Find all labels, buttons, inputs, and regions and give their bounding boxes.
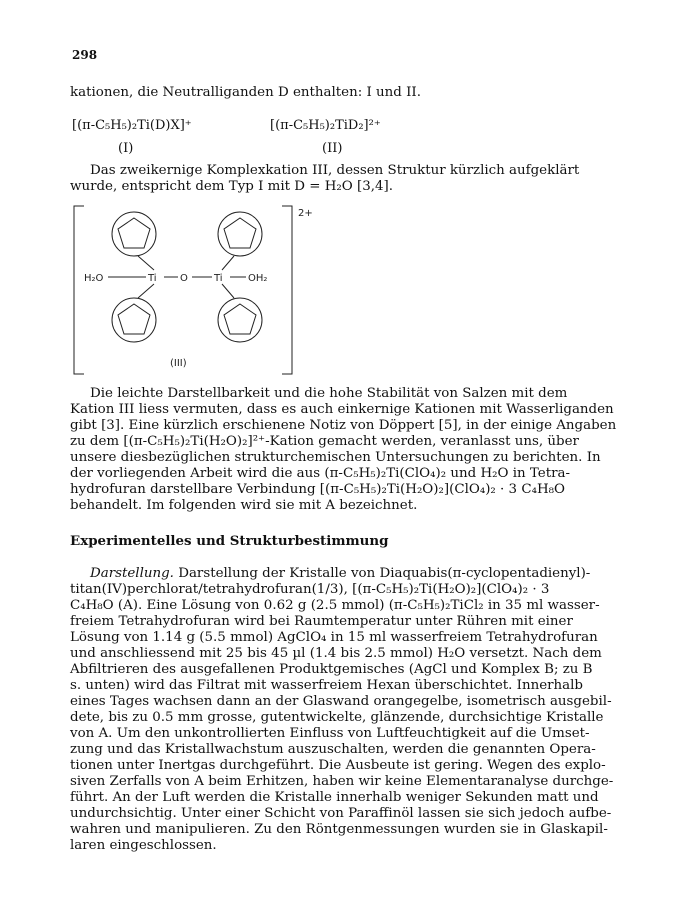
intro-line: kationen, die Neutralliganden D enthalten: I und II.: [70, 85, 421, 100]
diagram-ti-left: Ti: [148, 273, 157, 284]
formula-ii-label: (II): [322, 141, 343, 156]
para3-first-line: [90, 566, 590, 581]
para3-line: dete, bis zu 0.5 mm grosse, gutentwickelte, glänzende, durchsichtige Kristalle: [70, 710, 604, 725]
right-bracket: [282, 206, 292, 374]
diagram-oh2: OH₂: [248, 273, 268, 284]
para2-line: behandelt. Im folgenden wird sie mit A bezeichnet.: [70, 498, 418, 513]
diagram-h2o: H₂O: [84, 273, 104, 284]
para3-line: C₄H₈O (A). Eine Lösung von 0.62 g (2.5 mmol) (π-C₅H₅)₂TiCl₂ in 35 ml wasser-: [70, 598, 600, 613]
para3-line: wahren und manipulieren. Zu den Röntgenmessungen wurden sie in Glaskapil-: [70, 822, 608, 837]
para1-line: wurde, entspricht dem Typ I mit D = H₂O [3,4].: [70, 179, 394, 194]
para3-line: s. unten) wird das Filtrat mit wasserfreiem Hexan überschichtet. Innerhalb: [70, 678, 584, 693]
para3-line: von A. Um den unkontrollierten Einfluss von Luftfeuchtigkeit auf die Umset-: [70, 726, 590, 741]
para3-line: zung und das Kristallwachstum auszuschalten, werden die genannten Opera-: [70, 742, 596, 757]
para3-line: tionen unter Inertgas durchgeführt. Die Ausbeute ist gering. Wegen des explo-: [70, 758, 606, 773]
structure-diagram-svg: [70, 198, 350, 380]
para3-line: Abfiltrieren des ausgefallenen Produktgemisches (AgCl und Komplex B; zu B: [70, 662, 593, 677]
formula-i: [(π-C₅H₅)₂Ti(D)X]⁺: [72, 118, 192, 133]
para1-line: Das zweikernige Komplexkation III, dessen Struktur kürzlich aufgeklärt: [90, 163, 580, 178]
para2-line: Kation III liess vermuten, dass es auch einkernige Kationen mit Wasserliganden: [70, 402, 614, 417]
cp-ring-top-right-icon: [218, 212, 262, 256]
page-number: 298: [72, 48, 98, 62]
diagram-charge: 2+: [298, 208, 313, 219]
diagram-ti-right: Ti: [214, 273, 223, 284]
para3-line: Lösung von 1.14 g (5.5 mmol) AgClO₄ in 15 ml wasserfreiem Tetrahydrofuran: [70, 630, 598, 645]
para3-line: titan(IV)perchlorat/tetrahydrofuran(1/3), [(π-C₅H₅)₂Ti(H₂O)₂](ClO₄)₂ · 3: [70, 582, 550, 597]
para3-first-rest: Darstellung der Kristalle von Diaquabis(π-cyclopentadienyl)-: [173, 566, 591, 581]
para2-line: der vorliegenden Arbeit wird die aus (π-C₅H₅)₂Ti(ClO₄)₂ und H₂O in Tetra-: [70, 466, 570, 481]
para3-line: freiem Tetrahydrofuran wird bei Raumtemperatur unter Rühren mit einer: [70, 614, 573, 629]
cp-ring-bottom-left-icon: [112, 298, 156, 342]
para3-line: eines Tages wachsen dann an der Glaswand orangegelbe, isometrisch ausgebil-: [70, 694, 612, 709]
para3-lead: Darstellung.: [90, 566, 174, 581]
diagram-label: (III): [170, 358, 187, 369]
section-heading: Experimentelles und Strukturbestimmung: [70, 533, 389, 549]
left-bracket: [74, 206, 84, 374]
formula-i-label: (I): [118, 141, 134, 156]
para2-line: hydrofuran darstellbare Verbindung [(π-C₅H₅)₂Ti(H₂O)₂](ClO₄)₂ · 3 C₄H₈O: [70, 482, 565, 497]
para3-line: und anschliessend mit 25 bis 45 µl (1.4 bis 2.5 mmol) H₂O versetzt. Nach dem: [70, 646, 602, 661]
formula-ii: [(π-C₅H₅)₂TiD₂]²⁺: [270, 118, 381, 133]
para3-line: laren eingeschlossen.: [70, 838, 217, 853]
diagram-bridge-o: O: [180, 273, 188, 284]
para3-line: undurchsichtig. Unter einer Schicht von Paraffinöl lassen sie sich jedoch aufbe-: [70, 806, 612, 821]
para2-line: gibt [3]. Eine kürzlich erschienene Notiz von Döppert [5], in der einige Angaben: [70, 418, 617, 433]
para2-line: zu dem [(π-C₅H₅)₂Ti(H₂O)₂]²⁺-Kation gemacht werden, veranlasst uns, über: [70, 434, 579, 449]
para3-line: führt. An der Luft werden die Kristalle innerhalb weniger Sekunden matt und: [70, 790, 599, 805]
structure-diagram-iii: [70, 198, 350, 380]
cp-ring-bottom-right-icon: [218, 298, 262, 342]
para2-line: unsere diesbezüglichen strukturchemischen Untersuchungen zu berichten. In: [70, 450, 601, 465]
para2-line: Die leichte Darstellbarkeit und die hohe Stabilität von Salzen mit dem: [90, 386, 568, 401]
cp-ring-top-left-icon: [112, 212, 156, 256]
para3-line: siven Zerfalls von A beim Erhitzen, haben wir keine Elementaranalyse durchge-: [70, 774, 614, 789]
